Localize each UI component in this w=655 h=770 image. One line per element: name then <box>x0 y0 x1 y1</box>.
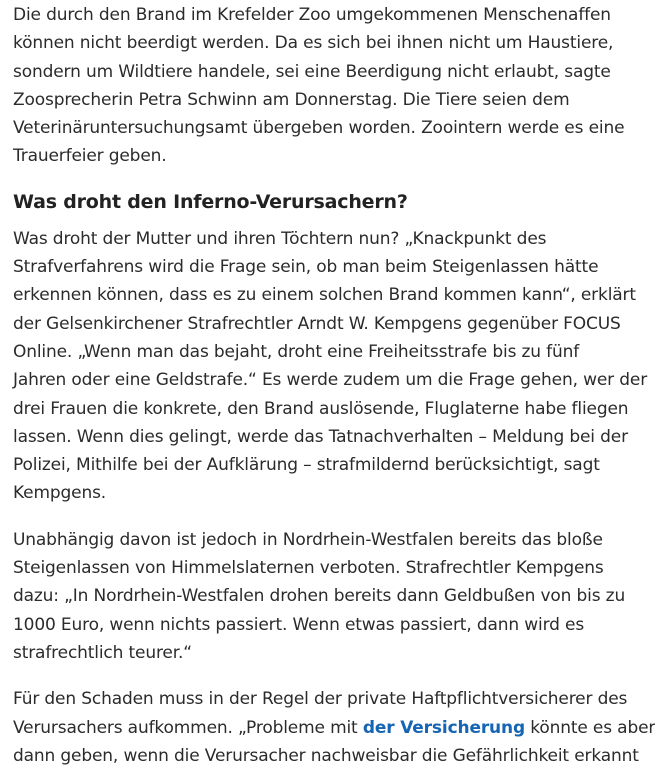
text-segment: könnte es aber <box>524 717 655 738</box>
text-line: Strafverfahrens wird die Frage sein, ob man beim Steigenlassen hätte <box>13 257 599 278</box>
text-line: strafrechtlich teurer.“ <box>13 642 192 663</box>
paragraph-zoo-burial <box>13 0 642 171</box>
text-line: drei Frauen die konkrete, den Brand auslösende, Fluglaterne habe fliegen <box>13 398 629 419</box>
text-line: Zoosprecherin Petra Schwinn am Donnerstag. Die Tiere seien dem <box>13 89 570 110</box>
text-line: Unabhängig davon ist jedoch in Nordrhein-Westfalen bereits das bloße <box>13 529 603 550</box>
insurance-link[interactable]: der Versicherung <box>362 717 525 738</box>
paragraph-sky-lantern-ban <box>13 526 642 667</box>
text-line: dann geben, wenn die Verursacher nachweisbar die Gefährlichkeit erkannt <box>13 745 639 766</box>
text-line: Polizei, Mithilfe bei der Aufklärung – strafmildernd berücksichtigt, sagt <box>13 455 600 476</box>
text-line: Online. „Wenn man das bejaht, droht eine Freiheitsstrafe bis zu fünf <box>13 341 580 362</box>
paragraph-insurance <box>13 685 655 770</box>
text-line: dazu: „In Nordrhein-Westfalen drohen bereits dann Geldbußen von bis zu <box>13 586 626 607</box>
text-line: Jahren oder eine Geldstrafe.“ Es werde zudem um die Frage gehen, wer der <box>13 370 648 391</box>
text-line: Für den Schaden muss in der Regel der private Haftpflichtversicherer des <box>13 689 628 710</box>
text-line: 1000 Euro, wenn nichts passiert. Wenn etwas passiert, dann wird es <box>13 614 585 635</box>
text-line: der Gelsenkirchener Strafrechtler Arndt W. Kempgens gegenüber FOCUS <box>13 313 621 334</box>
text-line: Trauerfeier geben. <box>13 146 167 167</box>
text-line: Was droht der Mutter und ihren Töchtern nun? „Knackpunkt des <box>13 228 547 249</box>
text-line: lassen. Wenn dies gelingt, werde das Tatnachverhalten – Meldung bei der <box>13 426 628 447</box>
text-line: erkennen können, dass es zu einem solchen Brand kommen kann“, erklärt <box>13 285 636 306</box>
text-line: Die durch den Brand im Krefelder Zoo umgekommenen Menschenaffen <box>13 5 611 25</box>
paragraph-legal-consequences <box>13 225 648 508</box>
article-body <box>13 0 655 770</box>
text-line: können nicht beerdigt werden. Da es sich bei ihnen nicht um Haustiere, <box>13 33 614 54</box>
text-line: Kempgens. <box>13 483 107 504</box>
text-segment: Verursachers aufkommen. „Probleme mit <box>13 717 363 738</box>
text-line: Veterinäruntersuchungsamt übergeben worden. Zoointern werde es eine <box>13 118 625 139</box>
text-line <box>13 714 655 742</box>
text-line: Steigenlassen von Himmelslaternen verboten. Strafrechtler Kempgens <box>13 558 604 579</box>
text-line: sondern um Wildtiere handele, sei eine Beerdigung nicht erlaubt, sagte <box>13 61 611 82</box>
section-heading: Was droht den Inferno-Verursachern? <box>13 190 408 213</box>
